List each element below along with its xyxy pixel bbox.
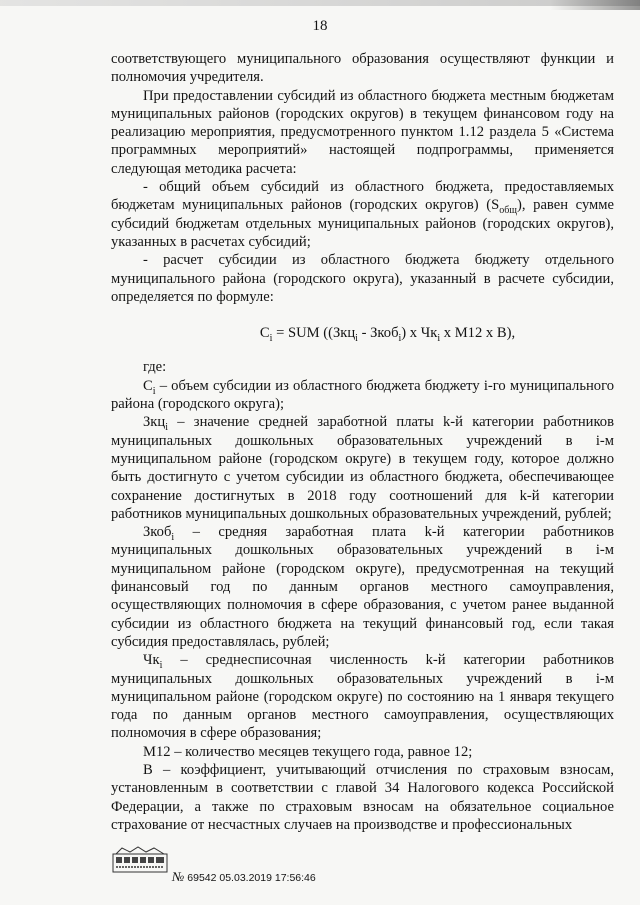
definition-zkob: Зкоб$_i$ – средняя заработная плата k-й категории работников муниципальных дошкольных образовательных учреждений в i-м муниципальном районе (городском округе), предусмотренная на текущий финансовый год по данным органов местного самоуправления, осуществляющих полномочия в сфере образования, с учетом ранее выданной субсидии из областного бюджета на текущий финансовый год, если такая субсидия предоставлялась, рублей;	[111, 524, 614, 650]
paragraph-subsidy-calculation: - расчет субсидии из областного бюджета бюджету отдельного муниципального района (городского округа), указанный в расчете субсидии, определяется по формуле:	[111, 252, 614, 305]
scan-edge	[0, 0, 640, 6]
page-number: 18	[312, 18, 328, 34]
footer	[0, 836, 640, 896]
paragraph-total-subsidy: - общий объем субсидий из областного бюджета, предоставляемых бюджетам муниципальных районов (городских округов) $(S_{общ})$, равен сумме субсидий бюджетам отдельных муниципальных районов (городских округов), указанных в расчетах субсидий;	[111, 179, 614, 250]
definition-zkc: Зкц$_i$ – значение средней заработной платы k-й категории работников муниципальных дошкольных образовательных учреждений в i-м муниципальном районе (городском округе) в текущем году, которое должно быть достигнуто с учетом субсидии из областного бюджета, обеспечивающее сохранение достигнутых в 2018 году соотношений для k-й категории работников муниципальных дошкольных образовательных учреждений, рублей;	[111, 414, 614, 522]
formula: $C_i$ = SUM ((Зкц$_i$ - Зкоб$_i$) x $Чк_i$ x M12 x B),	[259, 325, 516, 345]
definition-ci: $C_i$ – объем субсидии из областного бюджета бюджету i-го муниципального района (городского округа);	[111, 377, 614, 413]
registration-stamp-icon	[112, 846, 168, 874]
where-label: где:	[143, 359, 167, 376]
definition-b: B – коэффициент, учитывающий отчисления по страховым взносам, установленным в соответствии с главой 34 Налогового кодекса Российской Федерации, а также по страховым взносам на обязательное социальное страхование от несчастных случаев на производстве и профессиональных	[111, 761, 614, 833]
definition-chk: $Чк_i$ – среднесписочная численность k-й категории работников муниципальных дошкольных образовательных учреждений в i-м муниципальном районе (городском округе) по состоянию на 1 января текущего года по данным органов местного самоуправления, осуществляющих полномочия в сфере образования;	[111, 652, 614, 742]
paragraph-continuation: соответствующего муниципального образования осуществляют функции и полномочия учредителя.	[111, 51, 614, 86]
registration-number: № 69542 05.03.2019 17:56:46	[172, 869, 316, 884]
scan-corner-shadow	[550, 0, 640, 10]
paragraph-methodology-intro: При предоставлении субсидий из областного бюджета местным бюджетам муниципальных районов (городских округов) в текущем финансовом году на реализацию мероприятия, предусмотренного пунктом 1.12 раздела 5 «Система программных мероприятий» настоящей подпрограммы, применяется следующая методика расчета:	[111, 87, 614, 177]
document-body	[111, 50, 614, 834]
definition-m12: M12 – количество месяцев текущего года, равное 12;	[143, 743, 473, 760]
